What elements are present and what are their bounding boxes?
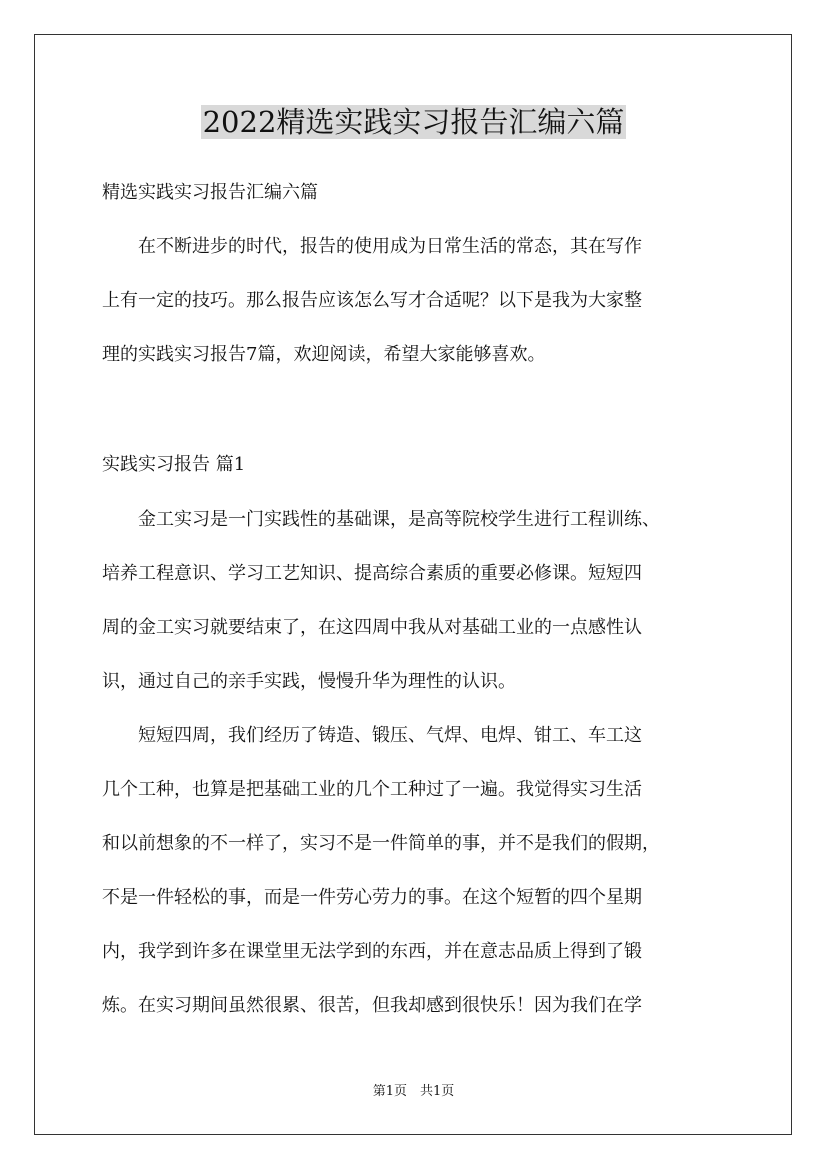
- paragraph-line: 不是一件轻松的事，而是一件劳心劳力的事。在这个短暂的四个星期: [102, 887, 642, 908]
- paragraph-line: 在不断进步的时代，报告的使用成为日常生活的常态，其在写作: [102, 236, 642, 257]
- document-title-text: 2022精选实践实习报告汇编六篇: [202, 105, 625, 139]
- paragraph-line: 内，我学到许多在课堂里无法学到的东西，并在意志品质上得到了锻: [102, 941, 642, 962]
- paragraph-line: 培养工程意识、学习工艺知识、提高综合素质的重要必修课。短短四: [102, 563, 642, 584]
- paragraph-line: 上有一定的技巧。那么报告应该怎么写才合适呢？以下是我为大家整: [102, 290, 642, 311]
- paragraph-line: 金工实习是一门实践性的基础课，是高等院校学生进行工程训练、: [102, 509, 660, 530]
- document-title: [0, 102, 827, 142]
- section-heading: 实践实习报告 篇1: [102, 454, 246, 475]
- paragraph-line: 和以前想象的不一样了，实习不是一件简单的事，并不是我们的假期，: [102, 833, 660, 854]
- paragraph-line: 识，通过自己的亲手实践，慢慢升华为理性的认识。: [102, 671, 516, 692]
- page-number-footer: 第1页 共1页: [372, 1084, 455, 1099]
- paragraph-line: 炼。在实习期间虽然很累、很苦，但我却感到很快乐！因为我们在学: [102, 995, 642, 1016]
- paragraph-line: 短短四周，我们经历了铸造、锻压、气焊、电焊、钳工、车工这: [102, 725, 642, 746]
- paragraph-line: 几个工种，也算是把基础工业的几个工种过了一遍。我觉得实习生活: [102, 779, 642, 800]
- doc-subtitle: 精选实践实习报告汇编六篇: [102, 182, 318, 203]
- paragraph-line: 周的金工实习就要结束了，在这四周中我从对基础工业的一点感性认: [102, 617, 642, 638]
- paragraph-line: 理的实践实习报告7篇，欢迎阅读，希望大家能够喜欢。: [102, 344, 546, 365]
